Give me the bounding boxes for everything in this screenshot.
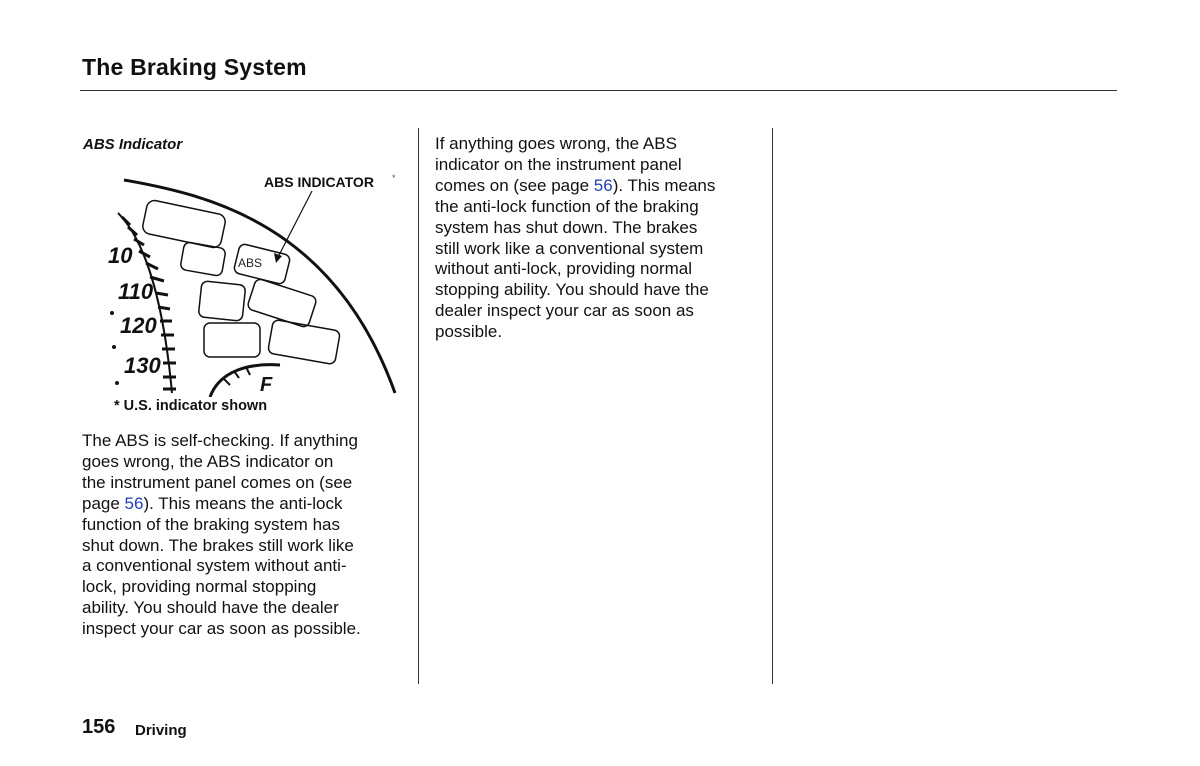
text-fragment: comes on (see page xyxy=(435,175,594,195)
instrument-panel-illustration xyxy=(100,165,410,397)
speed-dot xyxy=(115,381,119,385)
abs-lamp-label: ABS xyxy=(238,256,263,270)
text-line xyxy=(82,494,361,515)
text-fragment: page xyxy=(82,493,125,513)
text-line: system has shut down. The brakes xyxy=(435,217,698,237)
right-column-text xyxy=(435,134,715,343)
callout-leader-line xyxy=(276,191,312,261)
text-line: indicator on the instrument panel xyxy=(435,154,682,174)
text-fragment: ). This means xyxy=(612,175,716,195)
text-fragment: ). This means the anti-lock xyxy=(143,493,343,513)
text-line: ability. You should have the dealer xyxy=(82,598,339,618)
callout-label: ABS INDICATOR xyxy=(264,174,374,190)
text-line: the instrument panel comes on (see xyxy=(82,472,353,492)
callout-arrowhead xyxy=(274,253,282,263)
left-column-text xyxy=(82,431,361,640)
text-line: dealer inspect your car as soon as xyxy=(435,301,694,321)
text-line: without anti-lock, providing normal xyxy=(435,259,693,279)
text-line: shut down. The brakes still work like xyxy=(82,535,354,555)
page-56-link[interactable]: 56 xyxy=(124,493,144,513)
section-name: Driving xyxy=(135,722,187,739)
fuel-gauge-label: F xyxy=(260,374,273,396)
bezel-outer-arc xyxy=(124,180,395,393)
speed-tick-label: 120 xyxy=(120,313,157,338)
speed-tick-label: 110 xyxy=(118,279,154,304)
column-divider-left xyxy=(418,128,419,684)
speed-dot xyxy=(110,311,114,315)
text-line: possible. xyxy=(435,322,503,342)
figure-caption: ABS Indicator xyxy=(83,136,183,153)
text-line: inspect your car as soon as possible. xyxy=(82,619,361,639)
speed-tick-label: 130 xyxy=(124,353,161,378)
text-line: the anti-lock function of the braking xyxy=(435,196,699,216)
column-divider-right xyxy=(772,128,773,684)
indicator-lamp-cluster xyxy=(141,199,340,365)
text-line: The ABS is self-checking. If anything xyxy=(82,431,358,450)
text-line: If anything goes wrong, the ABS xyxy=(435,134,677,153)
speed-dot xyxy=(112,345,116,349)
page-56-link[interactable]: 56 xyxy=(593,175,613,195)
text-line xyxy=(435,176,715,197)
title-divider xyxy=(80,90,1117,91)
text-line: function of the braking system has xyxy=(82,514,340,534)
text-line: goes wrong, the ABS indicator on xyxy=(82,451,334,471)
text-line: stopping ability. You should have the xyxy=(435,280,709,300)
text-line: lock, providing normal stopping xyxy=(82,577,317,597)
speed-tick-label: 10 xyxy=(108,243,133,268)
callout-asterisk: * xyxy=(392,173,396,183)
page-number: 156 xyxy=(82,716,116,738)
page-title: The Braking System xyxy=(82,54,307,80)
figure-note: * U.S. indicator shown xyxy=(114,398,268,414)
text-line: still work like a conventional system xyxy=(435,238,704,258)
text-line: a conventional system without anti- xyxy=(82,556,347,576)
